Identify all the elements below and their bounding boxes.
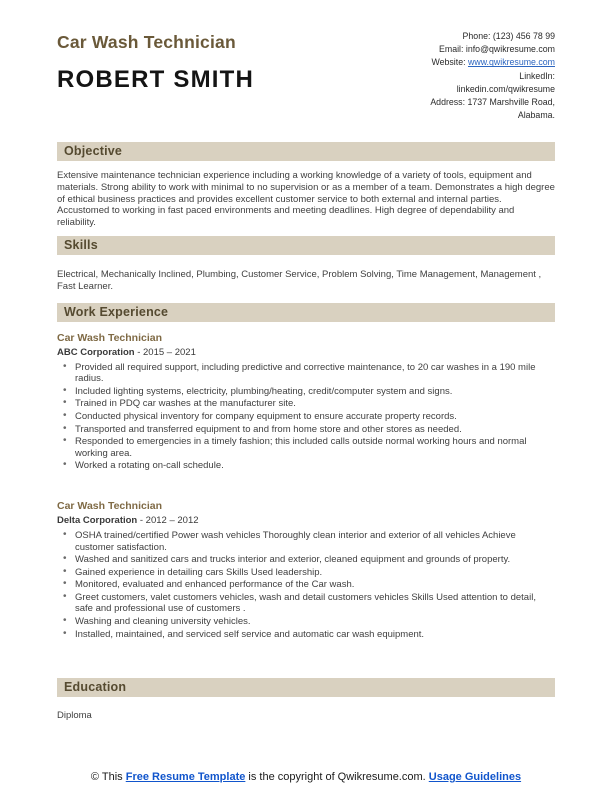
bullet-item: • Trained in PDQ car washes at the manufacturer site. xyxy=(57,398,555,410)
job-title: Car Wash Technician xyxy=(57,499,163,512)
bullet-item: • OSHA trained/certified Power wash vehicles Thoroughly clean interior and exterior of all vehicles Achieve customer satisfaction. xyxy=(57,530,555,553)
job-company-line xyxy=(57,515,555,526)
bullet-item: • Included lighting systems, electricity, plumbing/heating, credit/computer system and signs. xyxy=(57,386,555,398)
section-skills xyxy=(57,236,555,292)
footer-usage-guidelines-link[interactable]: Usage Guidelines xyxy=(428,771,522,783)
bullet-item: • Washed and sanitized cars and trucks interior and exterior, cleaned equipment and grounds of property. xyxy=(57,554,555,566)
contact-address-line1: Address: 1737 Marshville Road, xyxy=(430,97,555,108)
job-bullet-list xyxy=(57,530,555,640)
section-work-experience xyxy=(57,303,555,641)
section-education xyxy=(57,678,555,722)
contact-linkedin-label: LinkedIn: xyxy=(519,70,555,81)
footer-text-middle: is the copyright of Qwikresume.com. xyxy=(245,771,429,783)
job-company-line xyxy=(57,347,555,358)
contact-phone: Phone: (123) 456 78 99 xyxy=(462,31,555,41)
contact-address-line2: Alabama. xyxy=(517,110,555,121)
person-name: ROBERT SMITH xyxy=(57,66,255,93)
document-title: Car Wash Technician xyxy=(57,32,236,52)
contact-website-label: Website: xyxy=(431,57,468,68)
objective-text: Extensive maintenance technician experience including a working knowledge of a variety of tools, equipment and materials. Strong ability to work with minimal to no supervision or as a member of a team. Demonstrates a high degree of ethical business practices and provides excellent customer service to both external and internal parties. Accustomed to working in fast paced environments and meeting deadlines. High degree of dependability and reliability. xyxy=(57,170,555,228)
contact-email: Email: info@qwikresume.com xyxy=(439,44,555,55)
job-dates: - 2015 – 2021 xyxy=(134,346,196,358)
bullet-item: • Conducted physical inventory for company equipment to ensure accurate property records. xyxy=(57,411,555,423)
bullet-item: • Responded to emergencies in a timely fashion; this included calls outside normal working hours and normal working area. xyxy=(57,436,555,459)
contact-block xyxy=(430,30,555,122)
bullet-item: • Monitored, evaluated and enhanced performance of the Car wash. xyxy=(57,579,555,591)
bullet-item: • Installed, maintained, and serviced self service and automatic car wash equipment. xyxy=(57,629,555,641)
section-header-skills: Skills xyxy=(57,236,555,255)
job-dates: - 2012 – 2012 xyxy=(137,514,199,526)
footer xyxy=(57,770,555,784)
bullet-item: • Washing and cleaning university vehicles. xyxy=(57,616,555,628)
job-title: Car Wash Technician xyxy=(57,331,163,344)
bullet-item: • Worked a rotating on-call schedule. xyxy=(57,460,555,472)
section-header-education: Education xyxy=(57,678,555,697)
job-entry-1 xyxy=(57,332,555,472)
bullet-item: • Transported and transferred equipment to and from home store and other stores as needed. xyxy=(57,424,555,436)
company-name: Delta Corporation xyxy=(57,514,138,526)
bullet-item: • Greet customers, valet customers vehicles, wash and detail customers vehicles Skills Used attention to detail, safe and professional use of customers . xyxy=(57,592,555,615)
job-bullet-list xyxy=(57,362,555,472)
section-objective xyxy=(57,142,555,228)
bullet-item: • Gained experience in detailing cars Skills Used leadership. xyxy=(57,567,555,579)
footer-text-prefix: © This xyxy=(90,771,126,783)
footer-free-resume-template-link[interactable]: Free Resume Template xyxy=(125,771,246,783)
bullet-item: • Provided all required support, including predictive and corrective maintenance, to 20 car washes in a 190 mile radius. xyxy=(57,362,555,385)
contact-website xyxy=(430,56,555,69)
contact-website-link[interactable]: www.qwikresume.com xyxy=(467,57,555,68)
job-entry-2 xyxy=(57,500,555,640)
education-text: Diploma xyxy=(57,710,92,722)
header-left xyxy=(57,30,254,94)
section-header-work-experience: Work Experience xyxy=(57,303,555,322)
company-name: ABC Corporation xyxy=(57,346,135,358)
section-header-objective: Objective xyxy=(57,142,555,161)
contact-linkedin-value: linkedin.com/qwikresume xyxy=(456,83,555,94)
resume-header xyxy=(57,30,555,122)
skills-text: Electrical, Mechanically Inclined, Plumbing, Customer Service, Problem Solving, Time Management, Management , Fast Learner. xyxy=(57,269,542,292)
